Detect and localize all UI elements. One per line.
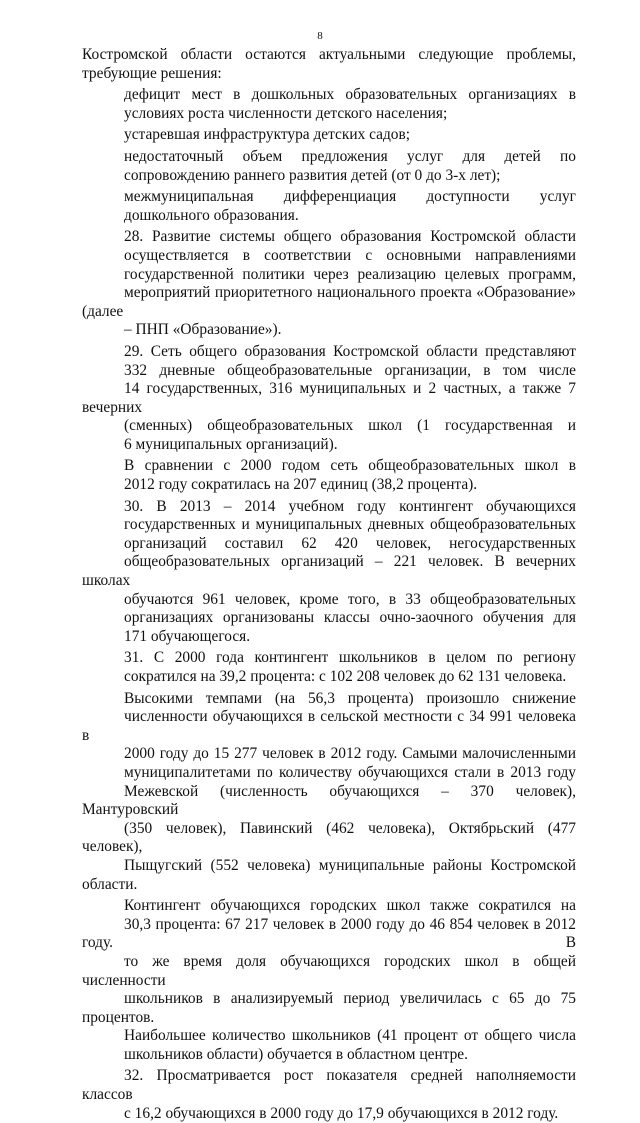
paragraph-32: [82, 1067, 576, 1123]
text-line: 32. Просматривается рост показателя средней наполняемости классов: [82, 1067, 576, 1104]
paragraph-31: [82, 649, 576, 686]
text-line: Наибольшее количество школьников (41 процент от общего числа: [124, 1027, 576, 1045]
text-line: организаций составил 62 420 человек, негосударственных: [124, 534, 576, 552]
text-line: – ПНП «Образование»).: [124, 321, 282, 339]
text-line: сопровождению раннего развития детей (от 0 до 3-х лет);: [124, 166, 501, 184]
text-line: общеобразовательных организаций – 221 человек. В вечерних школах: [82, 553, 576, 590]
text-line: 2000 году до 15 277 человек в 2012 году. Самыми малочисленными: [124, 745, 576, 763]
text-line: Межевской (численность обучающихся – 370 человек), Мантуровский: [82, 782, 576, 819]
paragraph-problem-4: [82, 188, 576, 225]
text-line: 30. В 2013 – 2014 учебном году контингент обучающихся: [124, 497, 576, 515]
text-line: 29. Сеть общего образования Костромской области представляют: [124, 342, 576, 360]
text-line: сократился на 39,2 процента: с 102 208 человек до 62 131 человека.: [124, 668, 567, 685]
text-line: государственных и муниципальных дневных общеобразовательных: [124, 516, 576, 534]
text-line: организациях организованы классы очно-заочного обучения для: [124, 609, 576, 627]
text-line: устаревшая инфраструктура детских садов;: [124, 126, 411, 144]
paragraph-rural: [82, 690, 576, 895]
text-line: 171 обучающегося.: [124, 627, 251, 645]
text-line: (350 человек), Павинский (462 человека), Октябрьский (477 человек),: [82, 819, 576, 856]
paragraph-28: [82, 228, 576, 340]
text-line: школьников в анализируемый период увеличилась с 65 до 75 процентов.: [82, 990, 576, 1026]
text-line: В сравнении с 2000 годом сеть общеобразовательных школ в: [124, 457, 576, 475]
page-number: 8: [317, 30, 323, 42]
text-line: численности обучающихся в сельской местности с 34 991 человека в: [82, 708, 576, 744]
text-line: мероприятий приоритетного национального проекта «Образование» (далее: [82, 284, 576, 320]
text-line: Пыщугский (552 человека) муниципальные районы Костромской области.: [82, 856, 576, 893]
paragraph-29: [82, 343, 576, 455]
text-line: государственной политики через реализацию целевых программ,: [124, 265, 576, 283]
text-line: дефицит мест в дошкольных образовательных организациях в: [124, 86, 576, 104]
text-line: 30,3 процента: 67 217 человек в 2000 году до 46 854 человек в 2012 году. В: [82, 915, 576, 952]
paragraph-intro: [82, 46, 576, 83]
text-line: (сменных) общеобразовательных школ (1 государственная и: [124, 417, 576, 435]
text-line: то же время доля обучающихся городских школ в общей численности: [82, 952, 576, 989]
text-line: Костромской области остаются актуальными следующие проблемы,: [82, 46, 576, 63]
document-body: [82, 46, 576, 1123]
paragraph-2000-comparison: [82, 457, 576, 494]
paragraph-30: [82, 498, 576, 647]
text-line: осуществляется в соответствии с основными направлениями: [124, 246, 576, 264]
paragraph-problem-2: [82, 126, 576, 145]
text-line: межмуниципальная дифференциация доступности услуг: [124, 188, 576, 206]
text-line: Высокими темпами (на 56,3 процента) произошло снижение: [124, 689, 576, 707]
text-line: 28. Развитие системы общего образования Костромской области: [124, 228, 576, 246]
text-line: обучаются 961 человек, кроме того, в 33 общеобразовательных: [124, 590, 576, 608]
text-line: 14 государственных, 316 муниципальных и 2 частных, а также 7 вечерних: [82, 380, 576, 416]
paragraph-urban: [82, 897, 576, 1064]
paragraph-problem-3: [82, 148, 576, 185]
text-line: муниципалитетами по количеству обучающихся стали в 2013 году: [124, 763, 576, 781]
text-line: 332 дневные общеобразовательные организации, в том числе: [124, 361, 576, 379]
text-line: 6 муниципальных организаций).: [124, 435, 338, 453]
text-line: Контингент обучающихся городских школ также сократился на: [124, 897, 576, 915]
text-line: школьников области) обучается в областном центре.: [124, 1045, 468, 1063]
text-line: условиях роста численности детского населения;: [124, 104, 448, 122]
text-line: требующие решения:: [82, 64, 222, 82]
text-line: 2012 году сократилась на 207 единиц (38,2 процента).: [124, 476, 478, 494]
text-line: с 16,2 обучающихся в 2000 году до 17,9 обучающихся в 2012 году.: [124, 1104, 559, 1122]
text-line: 31. С 2000 года контингент школьников в целом по региону: [124, 649, 576, 667]
paragraph-problem-1: [82, 86, 576, 123]
text-line: недостаточный объем предложения услуг для детей по: [124, 147, 576, 165]
text-line: дошкольного образования.: [124, 206, 299, 224]
